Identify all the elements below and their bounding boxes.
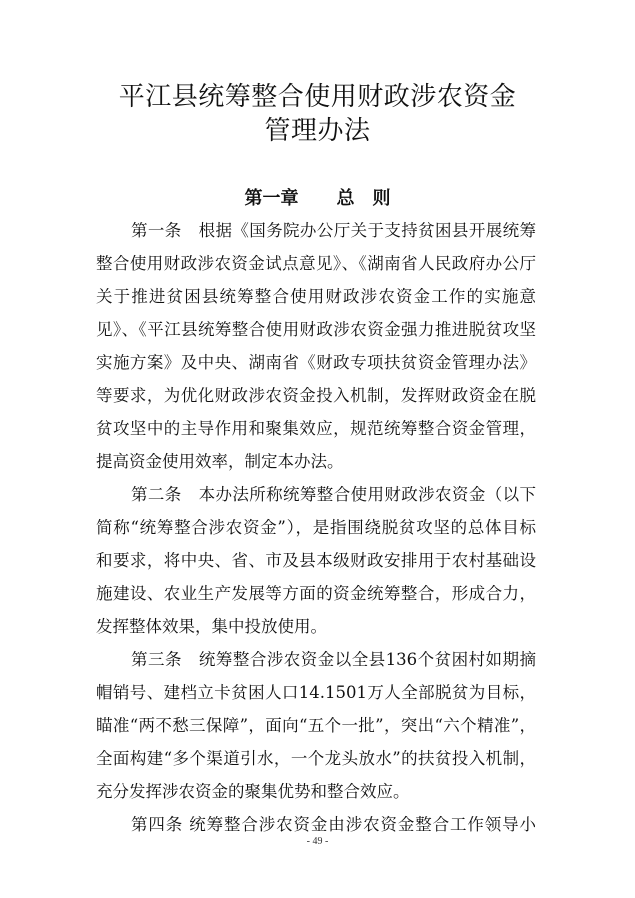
article1-line: 整合使用财政涉农资金试点意见》、《湖南省人民政府办公厅 bbox=[96, 254, 536, 273]
article2-line: 施建设、农业生产发展等方面的资金统筹整合，形成合力， bbox=[96, 584, 536, 603]
article3-line: 充分发挥涉农资金的聚集优势和整合效应。 bbox=[96, 782, 410, 801]
chapter-name: 总 则 bbox=[336, 188, 391, 209]
article1-line: 第一条 根据《国务院办公厅关于支持贫困县开展统筹 bbox=[131, 221, 536, 240]
article4-line: 第四条 统筹整合涉农资金由涉农资金整合工作领导小 bbox=[131, 815, 536, 834]
article2-line: 简称“统筹整合涉农资金”），是指围绕脱贫攻坚的总体目标 bbox=[96, 518, 536, 537]
document-title-line-1: 平江县统筹整合使用财政涉农资金 bbox=[118, 82, 517, 112]
article3-line: 全面构建“多个渠道引水，一个龙头放水”的扶贫投入机制， bbox=[96, 749, 536, 768]
article3-line: 瞄准“两不愁三保障”，面向“五个一批”，突出“六个精准”， bbox=[96, 716, 536, 735]
chapter-number: 第一章 bbox=[244, 188, 299, 209]
article3-line: 帽销号、建档立卡贫困人口14.1501万人全部脱贫为目标， bbox=[96, 683, 536, 702]
document-title-line-2: 管理办法 bbox=[264, 116, 371, 146]
article1-line: 提高资金使用效率，制定本办法。 bbox=[96, 452, 344, 471]
article3-line: 第三条 统筹整合涉农资金以全县136个贫困村如期摘 bbox=[131, 650, 536, 669]
page-number: - 49 - bbox=[306, 836, 329, 847]
article2-line: 和要求，将中央、省、市及县本级财政安排用于农村基础设 bbox=[96, 551, 536, 570]
article1-line: 贫攻坚中的主导作用和聚集效应，规范统筹整合资金管理， bbox=[96, 419, 536, 438]
article1-line: 实施方案》及中央、湖南省《财政专项扶贫资金管理办法》 bbox=[96, 353, 536, 372]
article2-line: 第二条 本办法所称统筹整合使用财政涉农资金（以下 bbox=[131, 485, 536, 504]
article2-line: 发挥整体效果，集中投放使用。 bbox=[96, 617, 327, 636]
chapter-heading bbox=[0, 184, 635, 210]
article1-line: 等要求，为优化财政涉农资金投入机制，发挥财政资金在脱 bbox=[96, 386, 536, 405]
article1-line: 见》、《平江县统筹整合使用财政涉农资金强力推进脱贫攻坚 bbox=[96, 320, 536, 339]
article1-line: 关于推进贫困县统筹整合使用财政涉农资金工作的实施意 bbox=[96, 287, 536, 306]
